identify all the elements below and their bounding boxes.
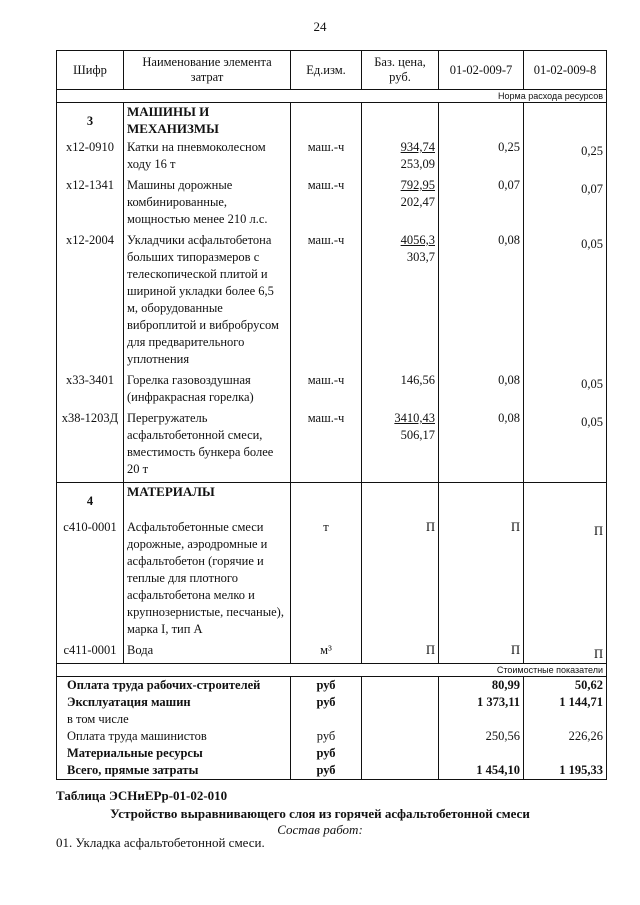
summary-label: Эксплуатация машин [57, 694, 291, 711]
summary-value-col2 [524, 711, 607, 728]
summary-label: Оплата труда рабочих-строителей [57, 677, 291, 695]
next-table-title: Устройство выравнивающего слоя из горячей асфальтобетонной смеси [110, 806, 530, 821]
norm-value-col1: 0,08 [439, 410, 524, 483]
summary-unit [291, 711, 362, 728]
work-composition-subtitle: Состав работ: [277, 822, 363, 837]
resource-unit: маш.-ч [291, 177, 362, 232]
resource-unit: т [291, 519, 362, 642]
norm-value-col2: 0,07 [524, 177, 607, 232]
summary-unit: руб [291, 728, 362, 745]
table-row [57, 410, 607, 483]
table-row [57, 232, 607, 372]
summary-unit: руб [291, 694, 362, 711]
resource-price [362, 177, 439, 232]
summary-label: Материальные ресурсы [57, 745, 291, 762]
header-col2: 01-02-009-8 [524, 51, 607, 90]
summary-body [57, 677, 607, 780]
resource-price [362, 519, 439, 642]
resource-name: Вода [124, 642, 291, 664]
summary-unit: руб [291, 677, 362, 695]
summary-row [57, 745, 607, 762]
summary-row [57, 762, 607, 780]
norm-value-col1: 0,07 [439, 177, 524, 232]
table-row [57, 642, 607, 664]
summary-row [57, 711, 607, 728]
norm-band-label: Норма расхода ресурсов [57, 90, 607, 103]
empty-cell [439, 103, 524, 140]
section-row [57, 483, 607, 520]
norm-value-col2: 0,05 [524, 232, 607, 372]
summary-unit: руб [291, 762, 362, 780]
empty-cell [524, 103, 607, 140]
price-wage: 303,7 [406, 250, 435, 264]
resource-norms-table [56, 50, 607, 780]
empty-cell [362, 728, 439, 745]
price-total: П [425, 643, 435, 657]
norm-body [57, 103, 607, 664]
section-row [57, 103, 607, 140]
work-item: 01. Укладка асфальтобетонной смеси. [56, 835, 265, 850]
header-name: Наименование элемента затрат [124, 51, 291, 90]
summary-value-col2: 226,26 [524, 728, 607, 745]
summary-value-col1 [439, 711, 524, 728]
table-row [57, 139, 607, 177]
header-col1: 01-02-009-7 [439, 51, 524, 90]
resource-unit: маш.-ч [291, 139, 362, 177]
summary-row [57, 694, 607, 711]
norm-value-col2: П [524, 519, 607, 642]
resource-name: Асфальтобетонные смеси дорожные, аэродромные и асфальтобетон (горячие и теплые для плотного асфальтобетона мелко и крупнозернистые, песчаные), марка I, тип А [124, 519, 291, 642]
summary-label: Всего, прямые затраты [57, 762, 291, 780]
summary-value-col1: 250,56 [439, 728, 524, 745]
section-title: МАШИНЫ И МЕХАНИЗМЫ [124, 103, 291, 140]
summary-value-col2: 1 144,71 [524, 694, 607, 711]
resource-name: Горелка газовоздушная (инфракрасная горелка) [124, 372, 291, 410]
resource-name: Укладчики асфальтобетона больших типоразмеров с телескопической плитой и шириной укладки более 6,5 м, оборудованные виброплитой и вибробрусом для предварительного уплотнения [124, 232, 291, 372]
empty-cell [291, 483, 362, 520]
empty-cell [362, 762, 439, 780]
summary-value-col1: 1 454,10 [439, 762, 524, 780]
section-number: 4 [57, 483, 124, 520]
header-unit: Ед.изм. [291, 51, 362, 90]
empty-cell [524, 483, 607, 520]
summary-label: Оплата труда машинистов [57, 728, 291, 745]
norm-value-col2: 0,25 [524, 139, 607, 177]
resource-unit: маш.-ч [291, 372, 362, 410]
summary-value-col2: 1 195,33 [524, 762, 607, 780]
summary-label: в том числе [57, 711, 291, 728]
price-total: 4056,3 [400, 233, 435, 247]
norm-value-col2: П [524, 642, 607, 664]
empty-cell [291, 103, 362, 140]
empty-cell [362, 483, 439, 520]
norm-band-row [57, 90, 607, 103]
resource-code: с411-0001 [57, 642, 124, 664]
price-total: 934,74 [400, 140, 435, 154]
norm-value-col2: 0,05 [524, 372, 607, 410]
price-total: П [425, 520, 435, 534]
section-title: МАТЕРИАЛЫ [124, 483, 291, 520]
table-row [57, 519, 607, 642]
empty-cell [362, 677, 439, 695]
price-total: 792,95 [400, 178, 435, 192]
price-wage: 253,09 [400, 157, 435, 171]
resource-price [362, 410, 439, 483]
resource-name: Перегружатель асфальтобетонной смеси, вместимость бункера более 20 т [124, 410, 291, 483]
resource-code: х12-0910 [57, 139, 124, 177]
cost-band-row [57, 664, 607, 677]
resource-price [362, 372, 439, 410]
cost-band-label: Стоимостные показатели [57, 664, 607, 677]
section-number: 3 [57, 103, 124, 140]
summary-value-col1: 80,99 [439, 677, 524, 695]
resource-name: Машины дорожные комбинированные, мощностью менее 210 л.с. [124, 177, 291, 232]
resource-name: Катки на пневмоколесном ходу 16 т [124, 139, 291, 177]
resource-code: х12-1341 [57, 177, 124, 232]
price-total: 3410,43 [394, 411, 435, 425]
resource-code: х12-2004 [57, 232, 124, 372]
resource-price [362, 232, 439, 372]
resource-unit: маш.-ч [291, 232, 362, 372]
summary-value-col2: 50,62 [524, 677, 607, 695]
resource-code: с410-0001 [57, 519, 124, 642]
empty-cell [362, 694, 439, 711]
norm-value-col1: П [439, 642, 524, 664]
norm-value-col1: 0,25 [439, 139, 524, 177]
summary-row [57, 677, 607, 695]
summary-unit: руб [291, 745, 362, 762]
resource-unit: маш.-ч [291, 410, 362, 483]
table-header-row [57, 51, 607, 90]
price-wage: 506,17 [400, 428, 435, 442]
resource-code: х33-3401 [57, 372, 124, 410]
page-number: 24 [313, 19, 327, 34]
summary-value-col2 [524, 745, 607, 762]
price-total: 146,56 [400, 373, 435, 387]
summary-value-col1: 1 373,11 [439, 694, 524, 711]
summary-value-col1 [439, 745, 524, 762]
empty-cell [362, 103, 439, 140]
empty-cell [439, 483, 524, 520]
norm-value-col1: П [439, 519, 524, 642]
resource-price [362, 139, 439, 177]
price-wage: 202,47 [400, 195, 435, 209]
norm-value-col2: 0,05 [524, 410, 607, 483]
header-price: Баз. цена, руб. [362, 51, 439, 90]
table-row [57, 177, 607, 232]
norm-value-col1: 0,08 [439, 372, 524, 410]
empty-cell [362, 745, 439, 762]
next-table-label: Таблица ЭСНиЕРр-01-02-010 [56, 788, 228, 803]
resource-price [362, 642, 439, 664]
table-row [57, 372, 607, 410]
resource-code: х38-1203Д [57, 410, 124, 483]
resource-unit: м³ [291, 642, 362, 664]
header-code: Шифр [57, 51, 124, 90]
empty-cell [362, 711, 439, 728]
summary-row [57, 728, 607, 745]
norm-value-col1: 0,08 [439, 232, 524, 372]
